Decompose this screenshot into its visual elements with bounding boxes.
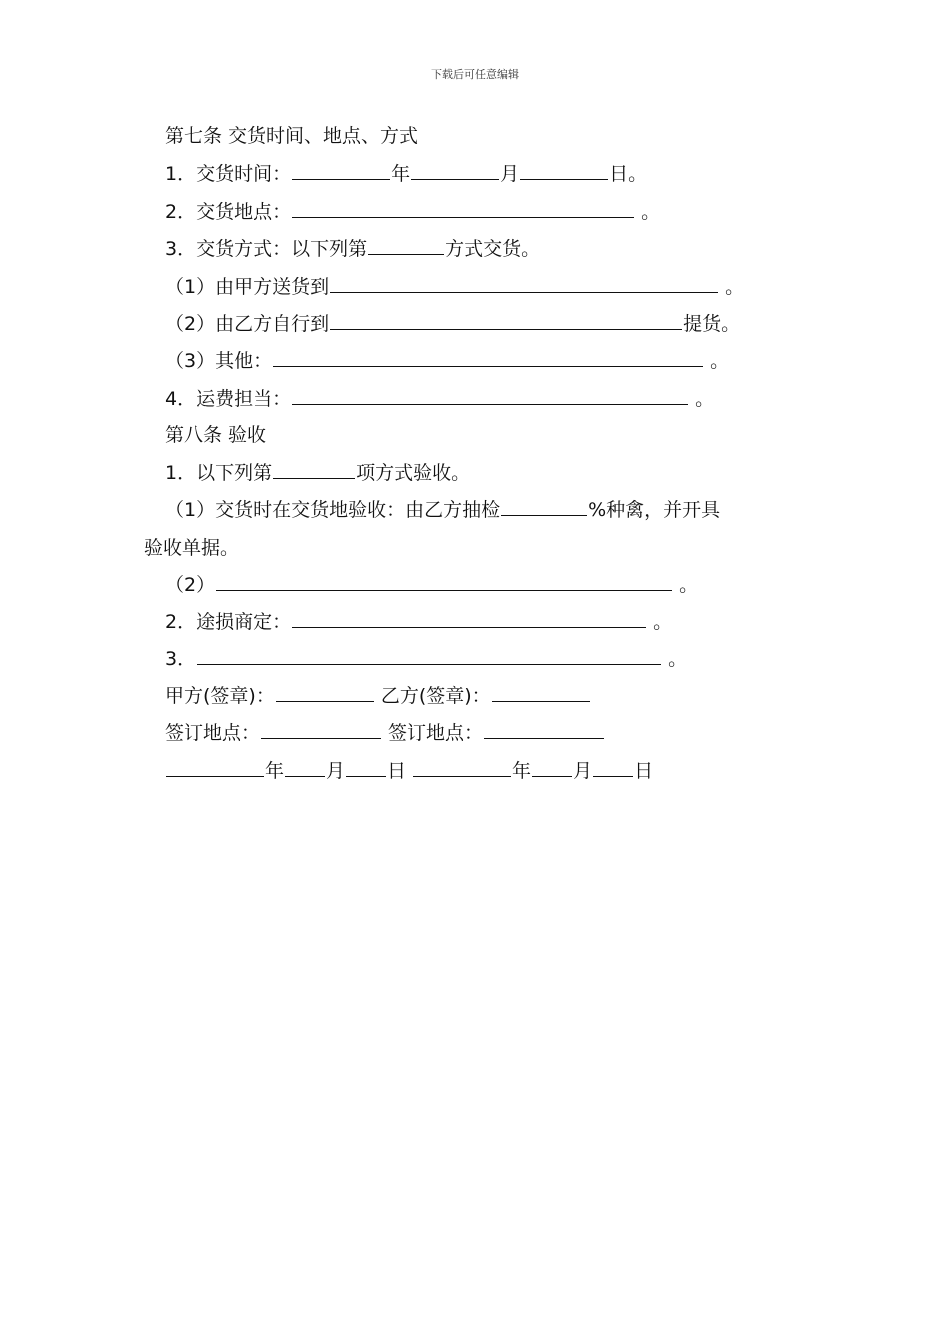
sign-place-a-label: 签订地点： bbox=[165, 722, 261, 744]
item-3-line bbox=[165, 645, 687, 672]
delivery-month-blank[interactable] bbox=[411, 160, 499, 180]
delivery-day-blank[interactable] bbox=[520, 160, 608, 180]
inspection-method-label: 1．以下列第 bbox=[165, 462, 273, 484]
sample-percent-blank[interactable] bbox=[501, 496, 587, 516]
transit-loss-label: 2．途损商定： bbox=[165, 611, 292, 633]
date-b-month-label: 月 bbox=[573, 760, 593, 782]
transit-loss-end: 。 bbox=[653, 611, 673, 633]
date-b-year-label: 年 bbox=[512, 760, 532, 782]
date-b-year-blank[interactable] bbox=[413, 757, 511, 777]
article-7-title: 第七条 交货时间、地点、方式 bbox=[165, 125, 419, 147]
delivery-place-blank[interactable] bbox=[292, 198, 634, 218]
option-1-label: （1）由甲方送货到 bbox=[165, 276, 330, 298]
option-3-line bbox=[165, 347, 729, 374]
party-a-blank[interactable] bbox=[276, 682, 374, 702]
option-2-label: （2）由乙方自行到 bbox=[165, 313, 330, 335]
option-2-end: 提货。 bbox=[683, 313, 741, 335]
sub-2-line bbox=[165, 571, 698, 598]
delivery-method-end: 方式交货。 bbox=[445, 238, 541, 260]
freight-blank[interactable] bbox=[292, 385, 688, 405]
delivery-place-line bbox=[165, 198, 660, 225]
option-1-line bbox=[165, 273, 744, 300]
inspection-method-blank[interactable] bbox=[273, 459, 355, 479]
option-3-label: （3）其他： bbox=[165, 350, 273, 372]
delivery-year-blank[interactable] bbox=[292, 160, 390, 180]
inspection-method-line bbox=[165, 459, 470, 486]
sub-1-continuation: 验收单据。 bbox=[144, 537, 240, 559]
sub-1-end: %种禽，并开具 bbox=[588, 499, 721, 521]
delivery-method-label: 3．交货方式：以下列第 bbox=[165, 238, 368, 260]
month-label: 月 bbox=[500, 163, 520, 185]
day-label: 日。 bbox=[609, 163, 648, 185]
sub-1-label: （1）交货时在交货地验收：由乙方抽检 bbox=[165, 499, 501, 521]
signature-line bbox=[165, 682, 591, 709]
sub-2-end: 。 bbox=[679, 574, 699, 596]
delivery-place-label: 2．交货地点： bbox=[165, 201, 292, 223]
sign-place-b-blank[interactable] bbox=[484, 719, 604, 739]
option-2-blank[interactable] bbox=[330, 310, 682, 330]
year-label: 年 bbox=[391, 163, 411, 185]
delivery-place-end: 。 bbox=[641, 201, 661, 223]
date-a-month-blank[interactable] bbox=[285, 757, 325, 777]
delivery-time-line bbox=[165, 160, 647, 187]
date-a-year-blank[interactable] bbox=[166, 757, 264, 777]
article-8-title: 第八条 验收 bbox=[165, 424, 267, 446]
date-b-day-blank[interactable] bbox=[593, 757, 633, 777]
sign-place-a-blank[interactable] bbox=[261, 719, 381, 739]
option-3-end: 。 bbox=[710, 350, 730, 372]
date-a-day-blank[interactable] bbox=[346, 757, 386, 777]
party-a-label: 甲方(签章)： bbox=[165, 685, 275, 707]
date-b-day-label: 日 bbox=[634, 760, 654, 782]
date-a-month-label: 月 bbox=[326, 760, 346, 782]
option-1-end: 。 bbox=[725, 276, 745, 298]
delivery-method-blank[interactable] bbox=[368, 235, 444, 255]
transit-loss-blank[interactable] bbox=[292, 608, 646, 628]
item-3-end: 。 bbox=[668, 648, 688, 670]
freight-label: 4．运费担当： bbox=[165, 388, 292, 410]
sign-date-line bbox=[165, 757, 653, 784]
sign-place-b-label: 签订地点： bbox=[388, 722, 484, 744]
freight-line bbox=[165, 385, 714, 412]
date-a-day-label: 日 bbox=[387, 760, 407, 782]
freight-end: 。 bbox=[695, 388, 715, 410]
option-1-blank[interactable] bbox=[330, 273, 718, 293]
party-b-label: 乙方(签章)： bbox=[380, 685, 491, 707]
item-3-blank[interactable] bbox=[197, 645, 661, 665]
date-b-month-blank[interactable] bbox=[532, 757, 572, 777]
sign-place-line bbox=[165, 719, 605, 746]
option-3-blank[interactable] bbox=[273, 347, 703, 367]
party-b-blank[interactable] bbox=[492, 682, 590, 702]
option-2-line bbox=[165, 310, 740, 337]
inspection-method-end: 项方式验收。 bbox=[356, 462, 471, 484]
transit-loss-line bbox=[165, 608, 672, 635]
sub-1-line bbox=[165, 496, 720, 523]
page-header-note: 下载后可任意编辑 bbox=[431, 68, 519, 81]
delivery-method-line bbox=[165, 235, 540, 262]
delivery-time-label: 1．交货时间： bbox=[165, 163, 292, 185]
sub-2-blank[interactable] bbox=[216, 571, 672, 591]
sub-2-label: （2） bbox=[165, 574, 216, 596]
item-3-label: 3． bbox=[165, 648, 197, 670]
date-a-year-label: 年 bbox=[265, 760, 285, 782]
